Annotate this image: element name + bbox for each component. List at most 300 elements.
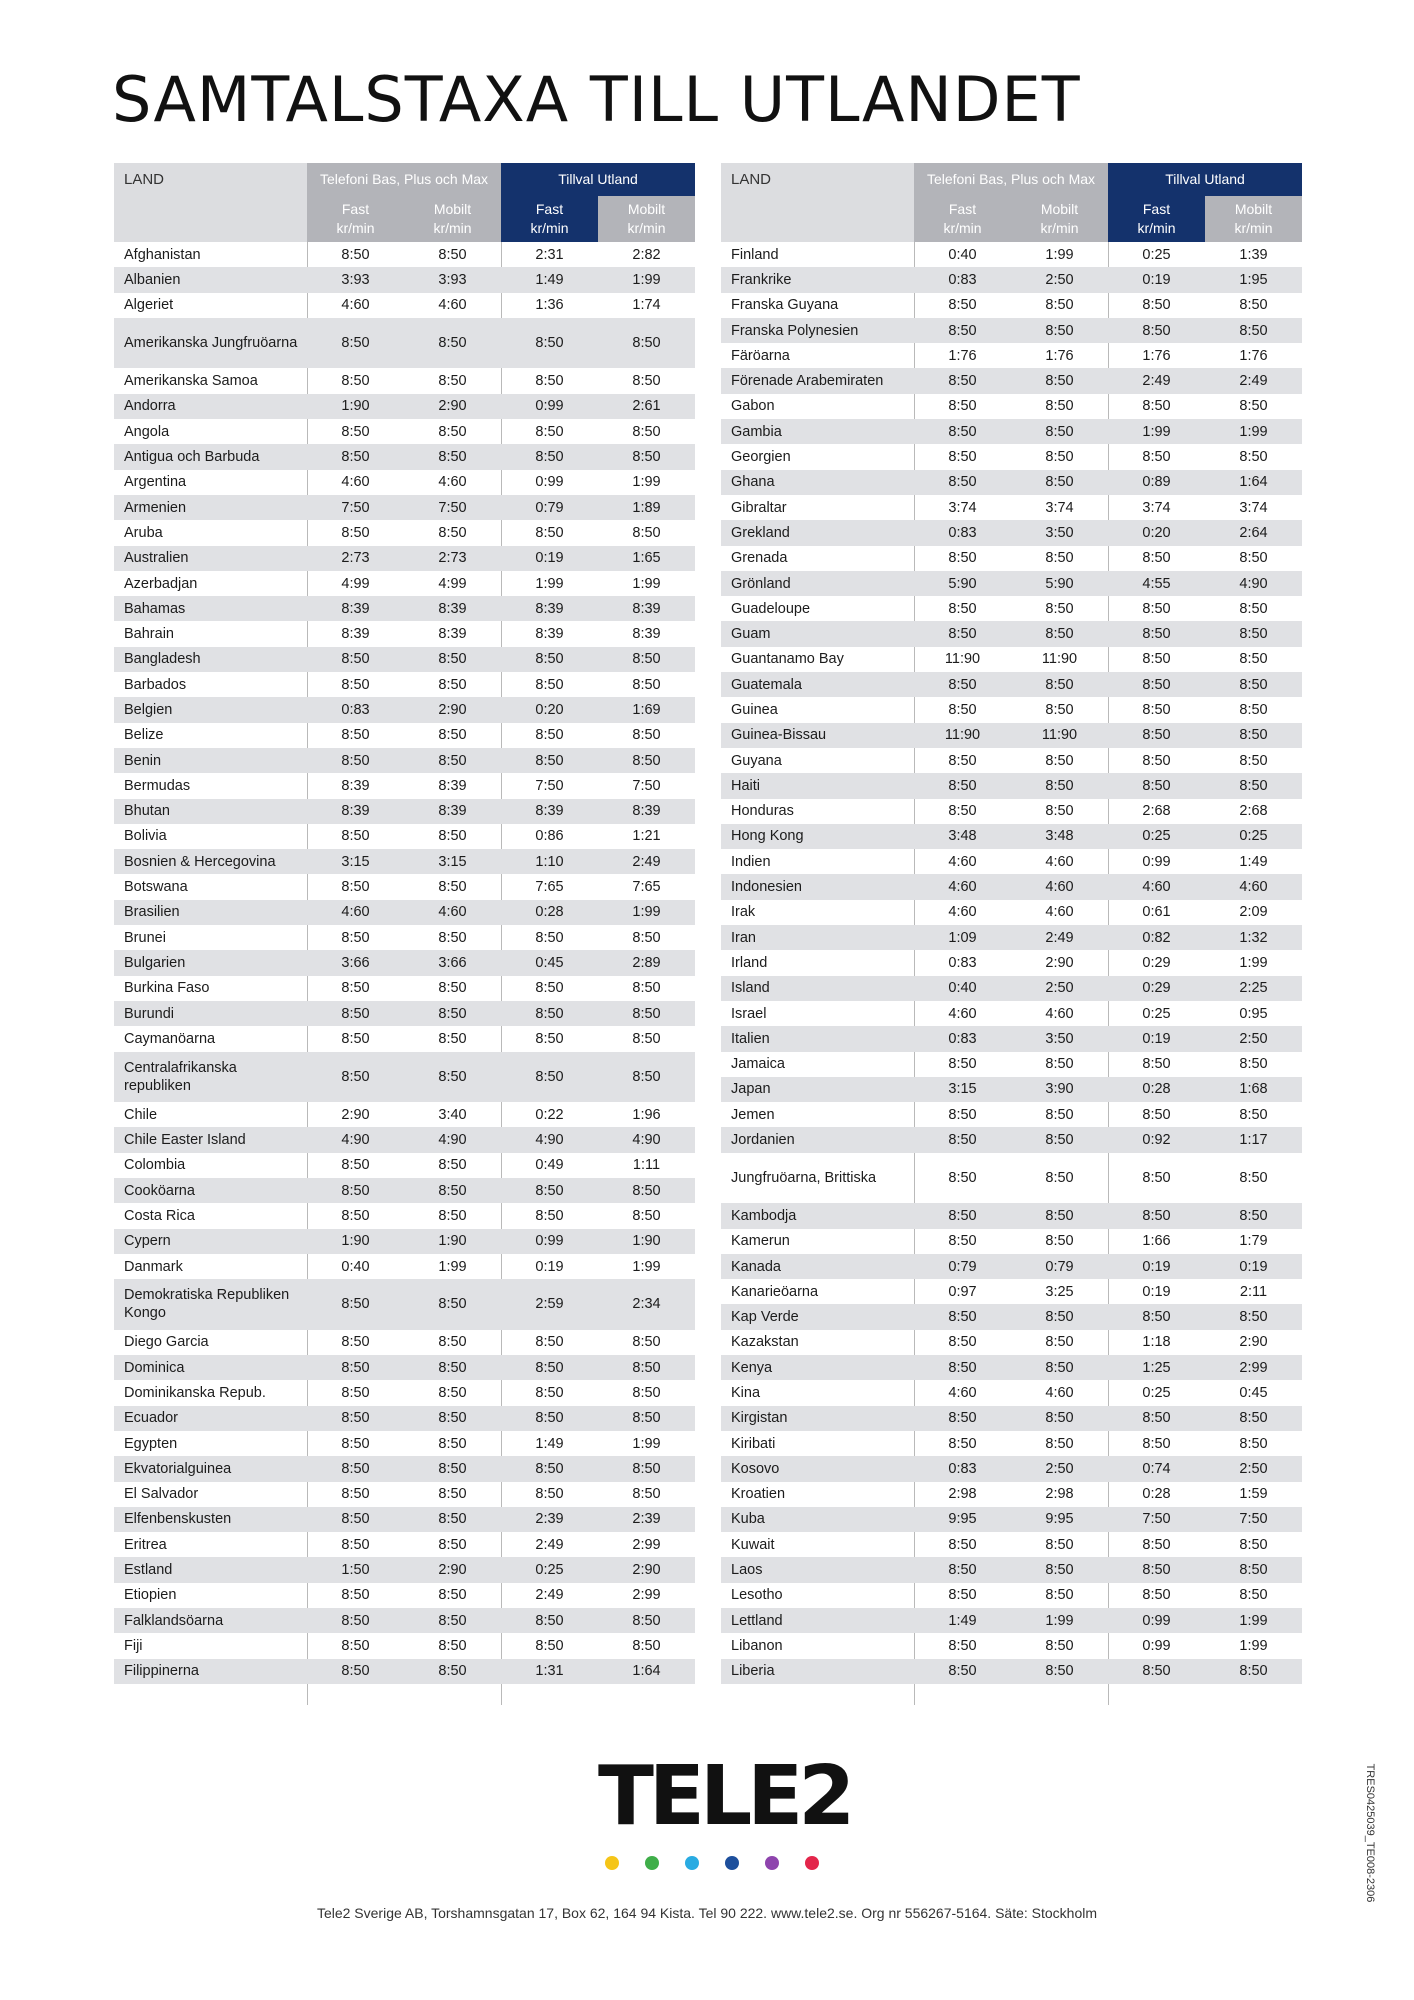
mobil-bas-rate: 8:50: [438, 1511, 467, 1528]
mobil-bas-rate: 8:50: [1045, 1435, 1074, 1452]
country-name: Kosovo: [731, 1460, 780, 1477]
mobil-utland-rate: 1:74: [632, 297, 661, 314]
table-row: [114, 1229, 695, 1254]
fast-bas-rate: 8:50: [341, 1182, 370, 1199]
country-name: Amerikanska Samoa: [124, 373, 258, 390]
fast-bas-rate: 8:50: [341, 1587, 370, 1604]
table-row: [721, 976, 1302, 1001]
fast-bas-rate: 8:39: [341, 626, 370, 643]
mobil-utland-rate: 8:50: [1239, 651, 1268, 668]
fast-bas-rate: 3:93: [341, 271, 370, 288]
fast-bas-rate: 0:40: [948, 246, 977, 263]
table-row: [721, 697, 1302, 722]
country-name: Jamaica: [731, 1056, 785, 1073]
mobil-bas-rate: 8:50: [1045, 1587, 1074, 1604]
fast-utland-rate: 8:50: [1142, 1106, 1171, 1123]
country-name: Fiji: [124, 1637, 143, 1654]
table-row: [114, 672, 695, 697]
fast-utland-rate: 0:19: [535, 550, 564, 567]
table-row: [721, 267, 1302, 292]
mobil-bas-rate: 8:50: [438, 1334, 467, 1351]
mobil-bas-rate: 2:49: [1045, 929, 1074, 946]
mobil-bas-rate: 4:60: [1045, 1005, 1074, 1022]
fast-utland-rate: 0:74: [1142, 1460, 1171, 1477]
country-name: Bolivia: [124, 828, 167, 845]
mobil-bas-rate: 2:73: [438, 550, 467, 567]
mobil-bas-rate: 4:60: [438, 904, 467, 921]
country-name: Gambia: [731, 423, 782, 440]
country-name: Bangladesh: [124, 651, 201, 668]
country-name: Franska Polynesien: [731, 322, 859, 339]
table-body: [721, 242, 1302, 1684]
mobil-bas-rate: 8:39: [438, 600, 467, 617]
mobil-bas-rate: 8:50: [1045, 676, 1074, 693]
fast-utland-rate: 8:50: [535, 423, 564, 440]
table-body: [114, 242, 695, 1684]
fast-bas-rate: 4:60: [948, 1385, 977, 1401]
fast-utland-rate: 0:25: [535, 1562, 564, 1579]
table-row: [721, 1229, 1302, 1254]
mobil-bas-rate: 8:50: [438, 246, 467, 263]
mobil-bas-rate: 1:99: [1045, 246, 1074, 263]
mobil-utland-rate: 1:17: [1239, 1132, 1268, 1149]
fast-bas-rate: 3:66: [341, 954, 370, 971]
country-name: Irland: [731, 954, 768, 971]
mobil-bas-rate: 8:50: [438, 1359, 467, 1376]
country-name: Finland: [731, 246, 779, 263]
fast-bas-rate: 7:50: [341, 499, 370, 516]
fast-utland-rate: 8:50: [535, 1005, 564, 1022]
fast-utland-rate: 8:50: [1142, 1435, 1171, 1452]
fast-utland-rate: 1:31: [535, 1663, 564, 1680]
table-row: [114, 647, 695, 672]
fast-utland-rate: 0:99: [1142, 1637, 1171, 1654]
country-name: Laos: [731, 1562, 763, 1579]
mobil-bas-rate: 2:50: [1045, 980, 1074, 997]
table-row: [114, 571, 695, 596]
table-row: [114, 293, 695, 318]
mobil-utland-rate: 2:34: [632, 1296, 661, 1313]
fast-bas-rate: 4:60: [948, 879, 977, 896]
mobil-utland-rate: 8:50: [1239, 626, 1268, 643]
mobil-bas-rate: 8:50: [1045, 1309, 1074, 1326]
fast-utland-rate: 0:49: [535, 1157, 564, 1174]
fast-bas-rate: 8:50: [948, 1233, 977, 1250]
country-name: Danmark: [124, 1258, 183, 1275]
header-tillval-utland: Tillval Utland: [501, 163, 695, 196]
fast-bas-rate: 8:50: [948, 423, 977, 440]
country-name: Israel: [731, 1005, 767, 1022]
mobil-bas-rate: 0:79: [1045, 1258, 1074, 1275]
country-name: Irak: [731, 904, 756, 921]
fast-bas-rate: 8:50: [948, 474, 977, 491]
table-row: [721, 950, 1302, 975]
country-name: Costa Rica: [124, 1207, 195, 1224]
mobil-utland-rate: 8:50: [632, 676, 661, 693]
fast-bas-rate: 8:50: [948, 1435, 977, 1452]
table-row: [114, 1380, 695, 1405]
table-row: [721, 1583, 1302, 1608]
mobil-bas-rate: 8:50: [438, 929, 467, 946]
fast-bas-rate: 8:50: [341, 1460, 370, 1477]
fast-bas-rate: 3:15: [341, 853, 370, 870]
mobil-bas-rate: 8:50: [438, 335, 467, 352]
fast-utland-rate: 8:50: [535, 752, 564, 769]
country-name: Jordanien: [731, 1132, 795, 1149]
mobil-utland-rate: 8:50: [632, 1005, 661, 1022]
mobil-utland-rate: 7:65: [632, 879, 661, 896]
fast-utland-rate: 2:49: [535, 1536, 564, 1553]
mobil-bas-rate: 8:50: [438, 1435, 467, 1452]
table-row: [114, 773, 695, 798]
mobil-utland-rate: 2:39: [632, 1511, 661, 1528]
mobil-bas-rate: 8:50: [438, 1637, 467, 1654]
table-row: [721, 1633, 1302, 1658]
mobil-bas-rate: 8:39: [438, 626, 467, 643]
mobil-bas-rate: 3:50: [1045, 524, 1074, 541]
table-row: [114, 697, 695, 722]
mobil-utland-rate: 8:50: [632, 335, 661, 352]
fast-bas-rate: 8:50: [341, 1486, 370, 1503]
mobil-utland-rate: 8:50: [632, 1182, 661, 1199]
country-name: Armenien: [124, 499, 187, 516]
mobil-bas-rate: 8:50: [438, 1157, 467, 1174]
country-name: Lettland: [731, 1612, 783, 1629]
mobil-bas-rate: 8:50: [1045, 550, 1074, 567]
fast-utland-rate: 8:50: [535, 676, 564, 693]
mobil-utland-rate: 2:89: [632, 954, 661, 971]
country-name: El Salvador: [124, 1486, 199, 1503]
mobil-bas-rate: 3:15: [438, 853, 467, 870]
table-row: [114, 394, 695, 419]
mobil-bas-rate: 1:99: [1045, 1612, 1074, 1629]
mobil-bas-rate: 8:50: [438, 449, 467, 466]
mobil-bas-rate: 4:60: [438, 297, 467, 314]
fast-utland-rate: 0:28: [1142, 1486, 1171, 1503]
fast-bas-rate: 0:83: [948, 1460, 977, 1477]
mobil-bas-rate: 3:90: [1045, 1081, 1074, 1098]
mobil-utland-rate: 8:50: [1239, 550, 1268, 567]
mobil-bas-rate: 8:50: [438, 1030, 467, 1047]
fast-utland-rate: 8:50: [1142, 1410, 1171, 1427]
mobil-utland-rate: 8:50: [1239, 752, 1268, 769]
mobil-utland-rate: 8:50: [632, 929, 661, 946]
fast-utland-rate: 8:50: [1142, 550, 1171, 567]
mobil-bas-rate: 8:50: [1045, 777, 1074, 794]
country-name: Grönland: [731, 575, 791, 592]
fast-bas-rate: 2:98: [948, 1486, 977, 1503]
mobil-bas-rate: 8:50: [1045, 1106, 1074, 1123]
country-name: Belize: [124, 727, 164, 744]
country-name: Kirgistan: [731, 1410, 788, 1427]
fast-bas-rate: 8:50: [341, 1385, 370, 1401]
mobil-bas-rate: 8:50: [1045, 626, 1074, 643]
country-name: Dominica: [124, 1359, 185, 1376]
country-name: Kanarieöarna: [731, 1283, 819, 1300]
fast-bas-rate: 8:50: [341, 1068, 370, 1085]
mobil-bas-rate: 2:50: [1045, 1460, 1074, 1477]
header-mobil-utland: Mobilt kr/min: [598, 196, 695, 242]
fast-bas-rate: 0:40: [948, 980, 977, 997]
mobil-utland-rate: 8:39: [632, 626, 661, 643]
mobil-utland-rate: 0:95: [1239, 1005, 1268, 1022]
mobil-utland-rate: 8:50: [1239, 701, 1268, 718]
fast-utland-rate: 8:50: [535, 335, 564, 352]
mobil-utland-rate: 8:50: [632, 423, 661, 440]
fast-utland-rate: 8:50: [1142, 1562, 1171, 1579]
fast-utland-rate: 8:50: [1142, 626, 1171, 643]
fast-utland-rate: 0:22: [535, 1106, 564, 1123]
table-row: [114, 799, 695, 824]
table-row: [721, 1077, 1302, 1102]
mobil-bas-rate: 8:50: [438, 1182, 467, 1199]
fast-bas-rate: 8:50: [341, 1030, 370, 1047]
fast-utland-rate: 1:99: [1142, 423, 1171, 440]
table-row: [721, 773, 1302, 798]
mobil-bas-rate: 4:60: [1045, 904, 1074, 921]
fast-utland-rate: 0:20: [1142, 524, 1171, 541]
table-row: [114, 419, 695, 444]
mobil-utland-rate: 1:59: [1239, 1486, 1268, 1503]
table-row: [721, 1153, 1302, 1204]
country-name: Bulgarien: [124, 954, 186, 971]
mobil-bas-rate: 8:50: [438, 1385, 467, 1401]
mobil-bas-rate: 2:98: [1045, 1486, 1074, 1503]
table-row: [114, 1482, 695, 1507]
fast-bas-rate: 1:76: [948, 347, 977, 364]
table-row: [114, 950, 695, 975]
table-row: [114, 1355, 695, 1380]
tele2-logo: TELE2: [598, 1749, 851, 1844]
mobil-bas-rate: 8:50: [1045, 1359, 1074, 1376]
header-telefoni-bas: Telefoni Bas, Plus och Max: [307, 163, 501, 196]
fast-utland-rate: 8:50: [1142, 651, 1171, 668]
mobil-utland-rate: 8:50: [1239, 600, 1268, 617]
fast-bas-rate: 1:50: [341, 1562, 370, 1579]
fast-bas-rate: 8:39: [341, 600, 370, 617]
mobil-utland-rate: 1:99: [632, 1258, 661, 1275]
fast-utland-rate: 0:29: [1142, 980, 1171, 997]
country-name: Chile: [124, 1106, 158, 1123]
fast-bas-rate: 8:50: [341, 1637, 370, 1654]
mobil-bas-rate: 8:50: [438, 1663, 467, 1680]
mobil-utland-rate: 2:99: [632, 1536, 661, 1553]
country-name: Algeriet: [124, 297, 174, 314]
fast-utland-rate: 8:50: [535, 1410, 564, 1427]
country-name: Antigua och Barbuda: [124, 449, 260, 466]
country-name: Gibraltar: [731, 499, 787, 516]
fast-bas-rate: 8:50: [341, 651, 370, 668]
fast-bas-rate: 8:50: [341, 828, 370, 845]
fast-bas-rate: 8:50: [341, 1296, 370, 1313]
table-row: [114, 1557, 695, 1582]
table-row: [114, 1507, 695, 1532]
fast-utland-rate: 8:50: [535, 524, 564, 541]
table-row: [114, 368, 695, 393]
table-row: [721, 242, 1302, 267]
mobil-bas-rate: 2:90: [438, 701, 467, 718]
country-name: Lesotho: [731, 1587, 783, 1604]
fast-bas-rate: 8:50: [948, 600, 977, 617]
table-row: [114, 1279, 695, 1330]
table-row: [721, 444, 1302, 469]
fast-utland-rate: 8:50: [535, 727, 564, 744]
mobil-utland-rate: 2:11: [1239, 1283, 1268, 1300]
country-name: Kroatien: [731, 1486, 786, 1503]
fast-bas-rate: 8:50: [948, 803, 977, 820]
fast-bas-rate: 8:50: [948, 449, 977, 466]
table-row: [721, 621, 1302, 646]
fast-bas-rate: 8:50: [341, 1207, 370, 1224]
country-name: Japan: [731, 1081, 771, 1098]
header-fast-utland: Fast kr/min: [501, 196, 598, 242]
country-name: Estland: [124, 1562, 173, 1579]
fast-bas-rate: 8:50: [341, 879, 370, 896]
table-row: [721, 1355, 1302, 1380]
country-name: Belgien: [124, 701, 173, 718]
mobil-utland-rate: 1:39: [1239, 246, 1268, 263]
country-name: Cypern: [124, 1233, 171, 1250]
country-name: Diego Garcia: [124, 1334, 209, 1351]
fast-utland-rate: 2:59: [535, 1296, 564, 1313]
table-row: [114, 1659, 695, 1684]
mobil-bas-rate: 3:40: [438, 1106, 467, 1123]
table-row: [114, 1456, 695, 1481]
fast-utland-rate: 8:50: [535, 1030, 564, 1047]
fast-bas-rate: 0:83: [948, 271, 977, 288]
footer-address: Tele2 Sverige AB, Torshamnsgatan 17, Box 62, 164 94 Kista. Tel 90 222. www.tele2.se. Org nr 556267-5164. Säte: Stockholm: [316, 1905, 1098, 1921]
mobil-bas-rate: 4:60: [1045, 853, 1074, 870]
country-name: Indien: [731, 853, 771, 870]
mobil-utland-rate: 8:50: [1239, 449, 1268, 466]
table-row: [114, 1102, 695, 1127]
mobil-utland-rate: 1:68: [1239, 1081, 1268, 1098]
fast-bas-rate: 8:50: [948, 373, 977, 390]
mobil-bas-rate: 8:50: [1045, 474, 1074, 491]
document-code: [1362, 1748, 1378, 1918]
table-row: [721, 1380, 1302, 1405]
mobil-bas-rate: 8:50: [438, 1536, 467, 1553]
table-row: [114, 874, 695, 899]
country-name: Ekvatorialguinea: [124, 1460, 232, 1477]
country-name: Honduras: [731, 803, 794, 820]
country-name: Kuwait: [731, 1536, 775, 1553]
fast-utland-rate: 8:50: [535, 373, 564, 390]
mobil-bas-rate: 11:90: [1041, 727, 1078, 744]
fast-bas-rate: 1:90: [341, 1233, 370, 1250]
fast-utland-rate: 0:25: [1142, 1385, 1171, 1401]
mobil-utland-rate: 3:74: [1239, 499, 1268, 516]
mobil-bas-rate: 8:50: [438, 423, 467, 440]
mobil-utland-rate: 7:50: [1239, 1511, 1268, 1528]
mobil-utland-rate: 2:68: [1239, 803, 1268, 820]
header-land: LAND: [114, 163, 307, 242]
mobil-utland-rate: 8:50: [1239, 727, 1268, 744]
mobil-bas-rate: 9:95: [1045, 1511, 1074, 1528]
mobil-bas-rate: 3:66: [438, 954, 467, 971]
mobil-bas-rate: 8:50: [438, 1486, 467, 1503]
mobil-bas-rate: 8:50: [438, 1410, 467, 1427]
table-row: [114, 824, 695, 849]
country-name: Andorra: [124, 398, 176, 415]
mobil-utland-rate: 4:90: [1239, 575, 1268, 592]
mobil-bas-rate: 8:50: [1045, 1207, 1074, 1224]
mobil-utland-rate: 1:99: [1239, 1612, 1268, 1629]
table-row: [721, 1254, 1302, 1279]
country-name: Kanada: [731, 1258, 781, 1275]
table-row: [721, 394, 1302, 419]
table-row: [114, 1532, 695, 1557]
fast-bas-rate: 4:60: [948, 1005, 977, 1022]
mobil-utland-rate: 8:50: [1239, 1435, 1268, 1452]
fast-bas-rate: 2:73: [341, 550, 370, 567]
table-row: [114, 1127, 695, 1152]
fast-utland-rate: 0:28: [535, 904, 564, 921]
country-name: Gabon: [731, 398, 775, 415]
country-name: Kenya: [731, 1359, 773, 1376]
country-name: Ecuador: [124, 1410, 179, 1427]
fast-utland-rate: 8:50: [1142, 1309, 1171, 1326]
fast-utland-rate: 0:89: [1142, 474, 1171, 491]
fast-utland-rate: 0:92: [1142, 1132, 1171, 1149]
mobil-utland-rate: 4:60: [1239, 879, 1268, 896]
mobil-bas-rate: 8:50: [1045, 1132, 1074, 1149]
fast-bas-rate: 8:50: [948, 1169, 977, 1186]
fast-bas-rate: 0:83: [948, 524, 977, 541]
fast-utland-rate: 1:49: [535, 1435, 564, 1452]
country-name: Ghana: [731, 474, 775, 491]
mobil-utland-rate: 2:99: [632, 1587, 661, 1604]
mobil-utland-rate: 1:49: [1239, 853, 1268, 870]
mobil-bas-rate: 4:90: [438, 1132, 467, 1149]
fast-utland-rate: 8:50: [1142, 676, 1171, 693]
rates-table-right: [721, 163, 1302, 1705]
country-name: Libanon: [731, 1637, 783, 1654]
fast-utland-rate: 0:29: [1142, 954, 1171, 971]
mobil-utland-rate: 2:90: [1239, 1334, 1268, 1351]
fast-utland-rate: 8:50: [1142, 1056, 1171, 1073]
table-row: [721, 824, 1302, 849]
fast-utland-rate: 8:39: [535, 803, 564, 820]
table-row: [721, 1557, 1302, 1582]
mobil-utland-rate: 1:32: [1239, 929, 1268, 946]
fast-bas-rate: 8:50: [948, 1536, 977, 1553]
mobil-bas-rate: 8:50: [438, 1005, 467, 1022]
table-row: [114, 444, 695, 469]
document-code-text: TRES0425039_TE008-2306: [1364, 1763, 1376, 1903]
mobil-bas-rate: 1:99: [438, 1258, 467, 1275]
fast-bas-rate: 8:50: [948, 676, 977, 693]
mobil-bas-rate: 4:60: [1045, 879, 1074, 896]
mobil-utland-rate: 8:50: [632, 1207, 661, 1224]
fast-bas-rate: 8:50: [341, 524, 370, 541]
fast-utland-rate: 0:45: [535, 954, 564, 971]
mobil-utland-rate: 8:50: [1239, 1536, 1268, 1553]
mobil-utland-rate: 1:90: [632, 1233, 661, 1250]
country-name: Island: [731, 980, 770, 997]
country-name: Elfenbenskusten: [124, 1511, 232, 1528]
table-row: [114, 1178, 695, 1203]
fast-utland-rate: 8:50: [1142, 449, 1171, 466]
table-row: [721, 1127, 1302, 1152]
mobil-utland-rate: 1:99: [632, 575, 661, 592]
fast-bas-rate: 0:83: [341, 701, 370, 718]
fast-bas-rate: 8:39: [341, 803, 370, 820]
fast-bas-rate: 8:50: [341, 1410, 370, 1427]
fast-bas-rate: 4:60: [341, 904, 370, 921]
country-name: Kina: [731, 1385, 761, 1401]
table-row: [721, 1052, 1302, 1077]
